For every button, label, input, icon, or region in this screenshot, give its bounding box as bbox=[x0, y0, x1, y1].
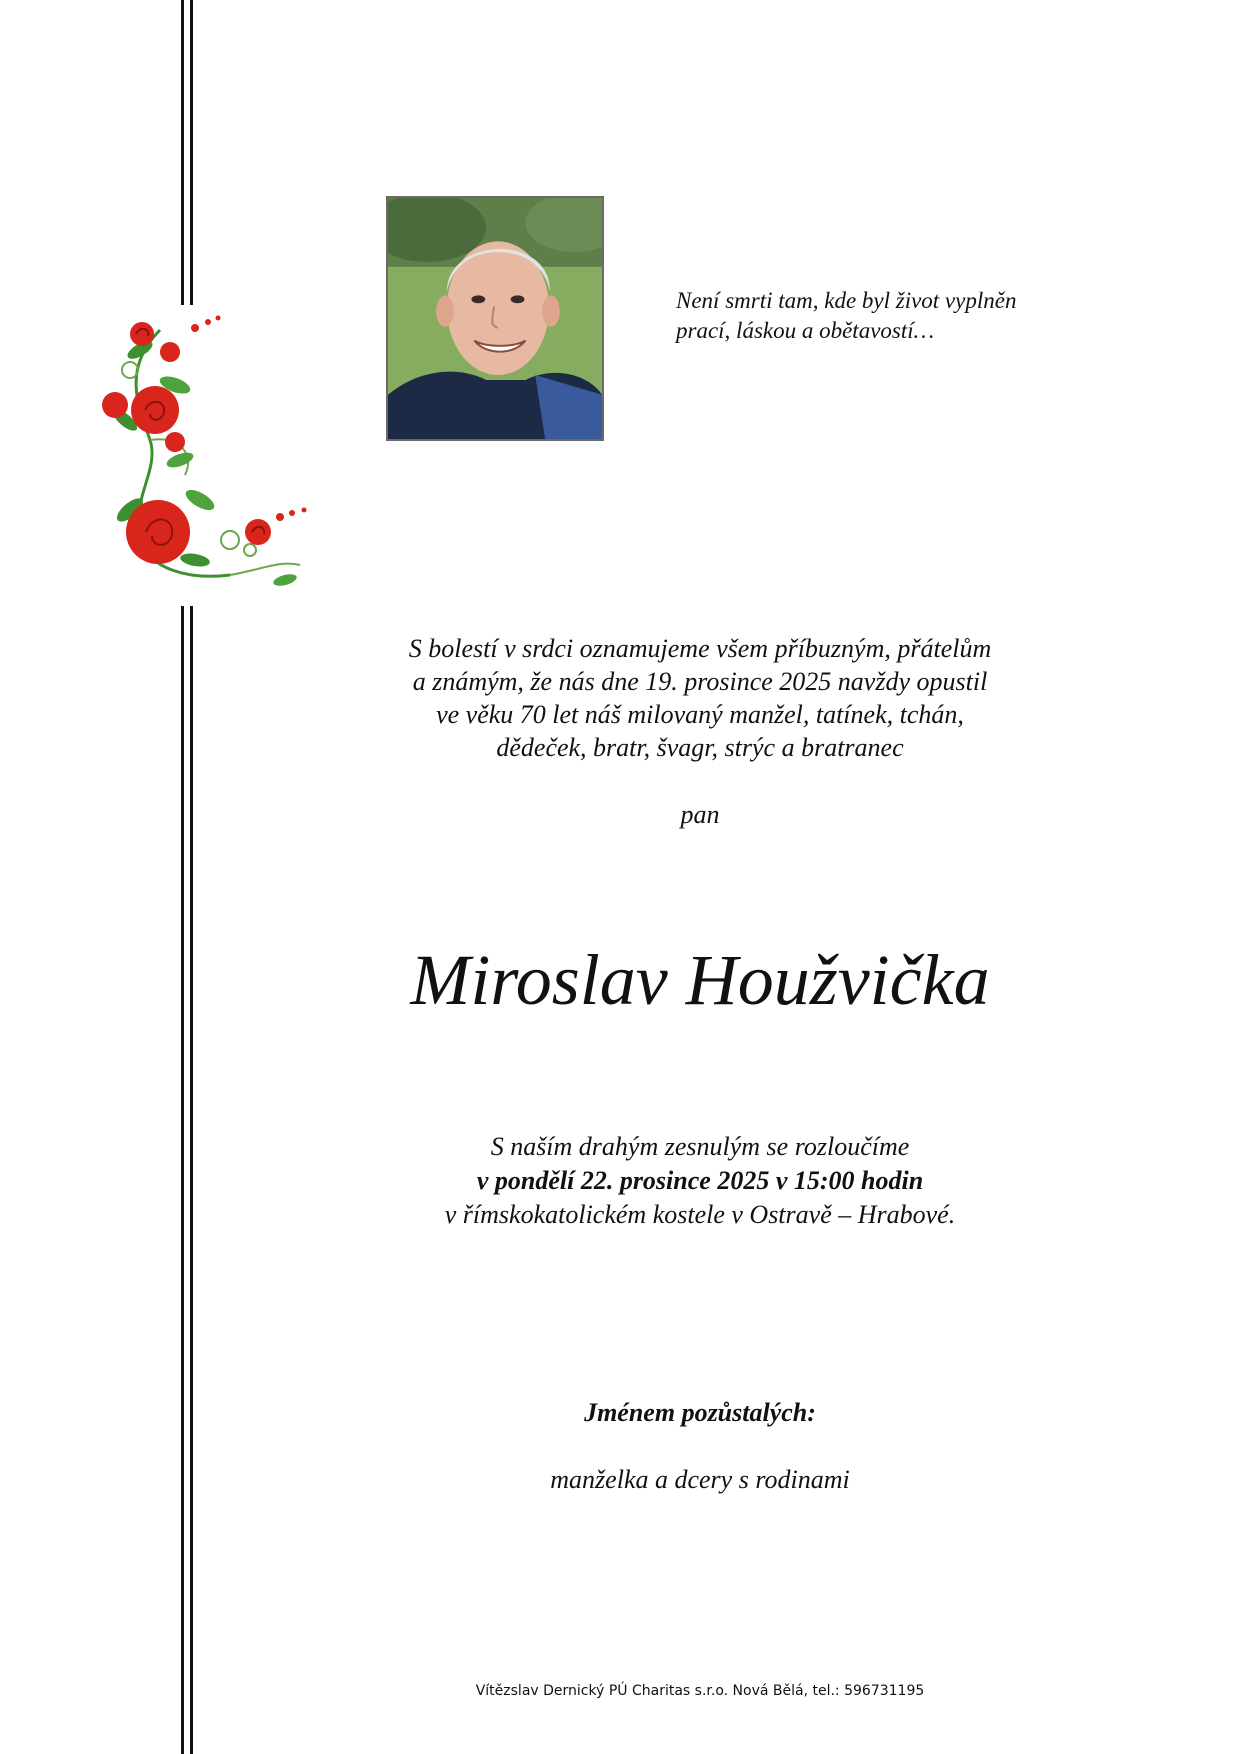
farewell-details bbox=[300, 1130, 1100, 1232]
announcement-line: dědeček, bratr, švagr, strýc a bratranec bbox=[496, 733, 904, 762]
farewell-line: S naším drahým zesnulým se rozloučíme bbox=[490, 1132, 910, 1161]
announcement-text bbox=[300, 632, 1100, 764]
border-line-left-top bbox=[181, 0, 184, 305]
portrait-photo bbox=[386, 196, 604, 441]
epitaph-quote bbox=[676, 286, 1106, 346]
signoff-family: manželka a dcery s rodinami bbox=[550, 1465, 850, 1494]
quote-line: Není smrti tam, kde byl život vyplněn bbox=[676, 288, 1017, 313]
announcement-line: ve věku 70 let náš milovaný manžel, tatínek, tchán, bbox=[436, 700, 964, 729]
deceased-name: Miroslav Houžvička bbox=[410, 940, 990, 1020]
border-line-right-bottom bbox=[190, 606, 193, 1754]
quote-line: prací, láskou a obětavostí… bbox=[676, 318, 935, 343]
farewell-location: v římskokatolickém kostele v Ostravě – Hrabové. bbox=[444, 1200, 956, 1229]
border-line-right-top bbox=[190, 0, 193, 305]
rose-ornament-icon bbox=[100, 310, 370, 610]
announcement-line: S bolestí v srdci oznamujeme všem příbuzným, přátelům bbox=[408, 634, 992, 663]
farewell-date: v pondělí 22. prosince 2025 v 15:00 hodin bbox=[476, 1166, 924, 1195]
border-line-left-bottom bbox=[181, 606, 184, 1754]
announcement-line: a známým, že nás dne 19. prosince 2025 navždy opustil bbox=[412, 667, 988, 696]
signoff-heading: Jménem pozůstalých: bbox=[584, 1398, 816, 1427]
honorific: pan bbox=[680, 800, 720, 829]
funeral-service-footer: Vítězslav Dernický PÚ Charitas s.r.o. Nová Bělá, tel.: 596731195 bbox=[475, 1683, 925, 1699]
